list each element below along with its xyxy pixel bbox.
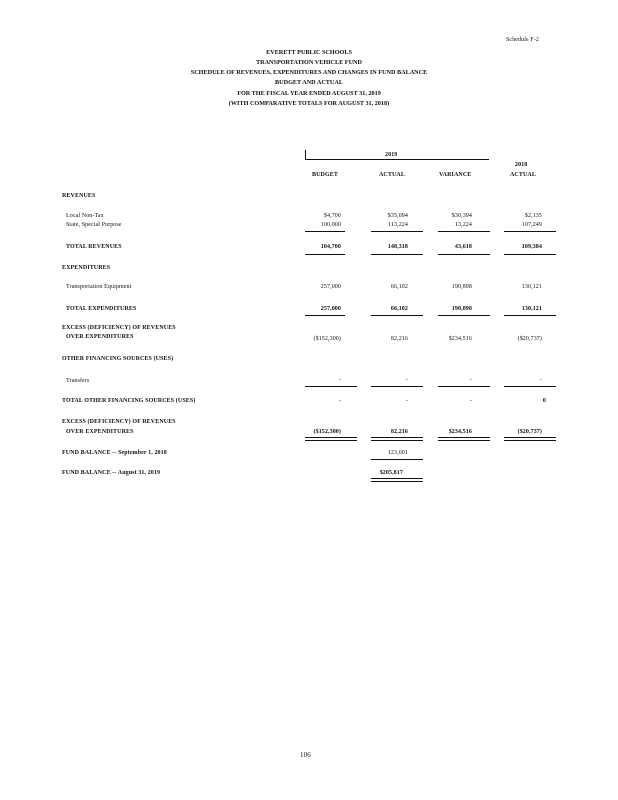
rule: [438, 386, 490, 387]
rule: [371, 231, 423, 232]
state-actual: 113,224: [388, 222, 408, 228]
rule: [371, 478, 423, 482]
total-revenues-variance: 43,618: [454, 244, 472, 250]
transportation-label: Transportation Equipment: [66, 284, 132, 290]
total-revenues-label: TOTAL REVENUES: [66, 244, 122, 250]
transfers-2018: -: [539, 377, 542, 383]
total-expenditures-label: TOTAL EXPENDITURES: [66, 306, 137, 312]
rule: [371, 437, 423, 441]
header-year-2018: 2018: [515, 162, 528, 168]
total-revenues-actual: 148,318: [387, 244, 408, 250]
state-variance: 13,224: [454, 222, 472, 228]
transfers-label: Transfers: [66, 378, 90, 384]
rule: [305, 315, 345, 316]
local-nontax-label: Local Non-Tax: [66, 213, 104, 219]
local-2018: $2,135: [524, 213, 542, 219]
rule: [305, 254, 345, 255]
total-revenues-budget: 104,700: [320, 244, 341, 250]
excess1-label-line1: EXCESS (DEFICIENCY) OF REVENUES: [62, 325, 176, 331]
excess1-2018: ($20,737): [517, 336, 542, 342]
local-variance: $30,394: [451, 213, 472, 219]
excess2-label-line1: EXCESS (DEFICIENCY) OF REVENUES: [62, 419, 176, 425]
state-special-label: State, Special Purpose: [66, 222, 122, 228]
total-ofs-label: TOTAL OTHER FINANCING SOURCES (USES): [62, 398, 196, 404]
expenditures-heading: EXPENDITURES: [62, 265, 111, 271]
transportation-variance: 190,898: [451, 284, 472, 290]
total-ofs-budget: -: [338, 398, 341, 404]
rule: [504, 315, 556, 316]
fund-balance-aug-label: FUND BALANCE -- August 31, 2019: [62, 470, 161, 476]
rule: [305, 231, 345, 232]
header-actual-2018: ACTUAL: [510, 172, 536, 178]
schedule-label: Schedule F-2: [506, 37, 540, 43]
ofs-heading: OTHER FINANCING SOURCES (USES): [62, 356, 174, 362]
rule: [438, 437, 490, 441]
rule: [504, 437, 556, 441]
fund-balance-sept-actual: 123,601: [387, 450, 408, 456]
transportation-2018: 130,121: [521, 284, 542, 290]
excess1-budget: ($152,300): [313, 336, 341, 342]
header-budget: BUDGET: [312, 172, 338, 178]
excess1-variance: $234,516: [448, 336, 472, 342]
rule: [504, 386, 556, 387]
title-line-1: EVERETT PUBLIC SCHOOLS: [266, 49, 352, 56]
total-ofs-variance: -: [469, 398, 472, 404]
title-line-2: TRANSPORTATION VEHICLE FUND: [255, 59, 362, 66]
page-number: 106: [300, 751, 311, 759]
excess1-actual: 82,216: [390, 336, 408, 342]
excess2-actual: 82,216: [390, 429, 408, 435]
rule: [438, 315, 490, 316]
excess2-variance: $234,516: [448, 429, 472, 435]
rule: [438, 254, 490, 255]
rule: [371, 459, 423, 460]
total-expenditures-variance: 190,898: [451, 306, 472, 312]
transportation-budget: 257,000: [320, 284, 341, 290]
transfers-variance: -: [469, 377, 472, 383]
excess2-budget: ($152,300): [313, 429, 341, 435]
title-line-3: SCHEDULE OF REVENUES, EXPENDITURES AND CHANGES IN FUND BALANCE: [190, 69, 428, 76]
total-revenues-2018: 109,384: [521, 244, 542, 250]
rule: [371, 254, 423, 255]
rule: [305, 437, 357, 441]
transfers-actual: -: [405, 377, 408, 383]
rule: [305, 386, 357, 387]
fund-balance-sept-label: FUND BALANCE -- September 1, 2018: [62, 450, 167, 456]
header-bracket-left: [305, 150, 306, 159]
total-expenditures-budget: 257,000: [320, 306, 341, 312]
total-expenditures-2018: 130,121: [521, 306, 542, 312]
transfers-budget: -: [338, 377, 341, 383]
title-line-4: BUDGET AND ACTUAL: [275, 79, 343, 86]
total-ofs-actual: -: [405, 398, 408, 404]
rule: [371, 315, 423, 316]
header-variance: VARIANCE: [439, 172, 472, 178]
total-expenditures-actual: 66,102: [390, 306, 408, 312]
state-2018: 107,249: [521, 222, 542, 228]
rule: [504, 231, 556, 232]
rule: [438, 231, 490, 232]
excess2-label-line2: OVER EXPENDITURES: [66, 429, 134, 435]
revenues-heading: REVENUES: [62, 193, 96, 199]
header-year-2019: 2019: [385, 152, 398, 158]
title-line-6: (WITH COMPARATIVE TOTALS FOR AUGUST 31, 2018): [228, 100, 390, 107]
title-line-5: FOR THE FISCAL YEAR ENDED AUGUST 31, 2019: [237, 90, 381, 97]
excess2-2018: ($20,737): [517, 429, 542, 435]
rule: [371, 386, 423, 387]
total-ofs-2018: 0: [542, 398, 546, 404]
header-2019-rule: [305, 159, 489, 160]
excess1-label-line2: OVER EXPENDITURES: [66, 334, 134, 340]
state-budget: 100,000: [320, 222, 341, 228]
local-budget: $4,700: [323, 213, 341, 219]
rule: [504, 254, 556, 255]
header-actual: ACTUAL: [379, 172, 405, 178]
local-actual: $35,094: [387, 213, 408, 219]
transportation-actual: 66,102: [390, 284, 408, 290]
fund-balance-aug-actual: $205,817: [379, 470, 403, 476]
